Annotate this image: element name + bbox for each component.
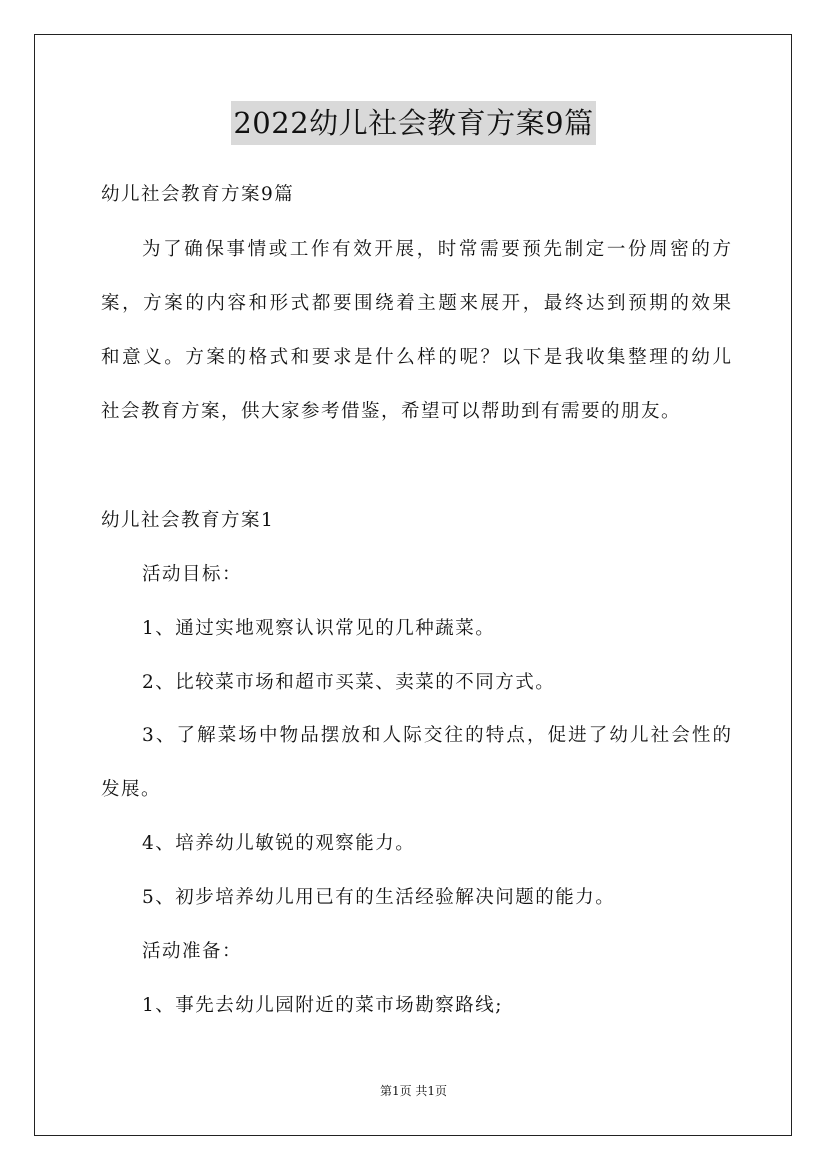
goals-heading: 活动目标： [142,564,243,585]
prep-heading: 活动准备： [142,941,243,962]
goal-item: 2、比较菜市场和超市买菜、卖菜的不同方式。 [142,672,556,693]
intro-line: 案，方案的内容和形式都要围绕着主题来展开，最终达到预期的效果 [101,293,731,314]
document-subtitle: 幼儿社会教育方案9篇 [101,184,295,205]
goal-item: 1、通过实地观察认识常见的几种蔬菜。 [142,618,496,639]
goal-item: 3、了解菜场中物品摆放和人际交往的特点，促进了幼儿社会性的 [142,725,731,746]
prep-item: 1、事先去幼儿园附近的菜市场勘察路线; [142,995,504,1016]
section-heading: 幼儿社会教育方案1 [101,510,275,531]
document-title: 2022幼儿社会教育方案9篇 [231,101,595,145]
intro-line: 和意义。方案的格式和要求是什么样的呢？以下是我收集整理的幼儿 [101,347,731,368]
intro-line: 为了确保事情或工作有效开展，时常需要预先制定一份周密的方 [142,239,731,260]
goal-item: 5、初步培养幼儿用已有的生活经验解决问题的能力。 [142,887,616,908]
goal-item-continuation: 发展。 [101,779,162,800]
title-container [0,101,827,145]
intro-line: 社会教育方案，供大家参考借鉴，希望可以帮助到有需要的朋友。 [101,401,682,422]
page-number: 第1页 共1页 [379,1084,448,1098]
goal-item: 4、培养幼儿敏锐的观察能力。 [142,833,416,854]
